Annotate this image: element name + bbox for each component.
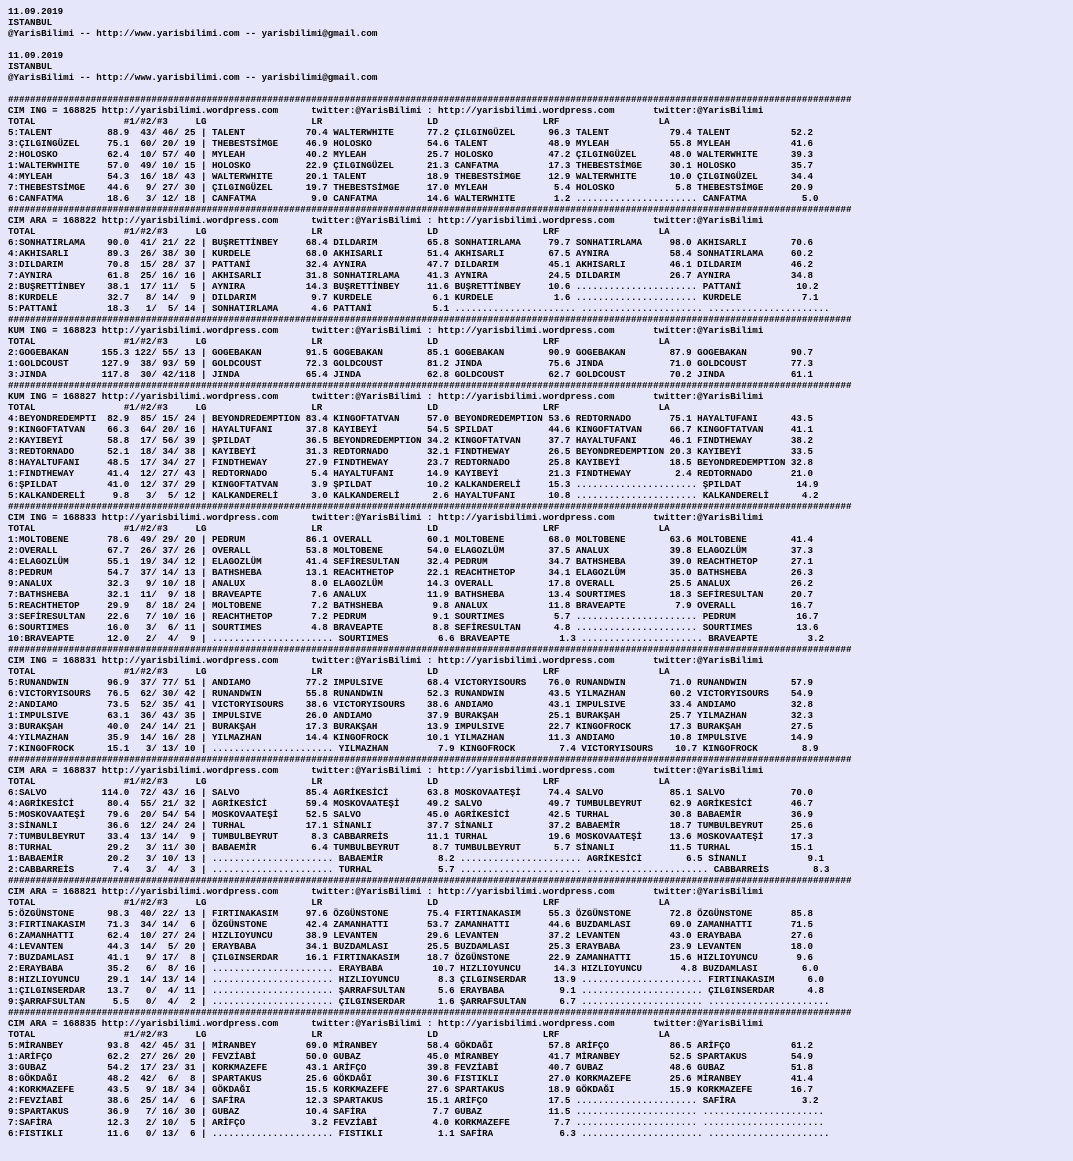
table-row: 4:AKHISARLI 89.3 26/ 38/ 30 | KURDELE 68.0 AKHISARLI 51.4 AKHISARLI 67.5 AYNIRA 58.4 SONHATIRLAMA 60.2 [8, 248, 813, 259]
table-row: 3:DILDARIM 70.8 15/ 28/ 37 | PATTANİ 32.4 AYNIRA 47.7 DILDARIM 45.1 AKHISARLI 46.1 DILDARIM 46.2 [8, 259, 813, 270]
table-row: 1:ÇILGINSERDAR 13.7 0/ 4/ 11 | ...................... ŞARRAFSULTAN 5.6 ERAYBABA 9.1 ...................... ÇILGINSERDAR 4.8 [8, 985, 824, 996]
table-row: 9:KINGOFTATVAN 66.3 64/ 20/ 16 | HAYALTUFANI 37.8 KAYIBEYİ 54.5 SPILDAT 44.6 KINGOFTATVAN 66.7 KINGOFTATVAN 41.1 [8, 424, 813, 435]
section-separator: ######################################################################################################################################################### [8, 644, 852, 655]
table-row: 9:ANALUX 32.3 9/ 10/ 18 | ANALUX 8.0 ELAGOZLÜM 14.3 OVERALL 17.8 OVERALL 25.5 ANALUX 26.2 [8, 578, 813, 589]
table-row: 4:BEYONDREDEMPTI 82.9 85/ 15/ 24 | BEYONDREDEMPTION 83.4 KINGOFTATVAN 57.0 BEYONDREDEMPTION 53.6 REDTORNADO 75.1 HAYALTUFANI 43.5 [8, 413, 813, 424]
column-header: TOTAL #1/#2/#3 LG LR LD LRF LA [8, 402, 670, 413]
table-row: 5:PATTANİ 18.3 1/ 5/ 14 | SONHATIRLAMA 4.6 PATTANİ 5.1 ...................... ...................... ...................... [8, 303, 830, 314]
race-title: CIM ARA = 168835 http://yarisbilimi.wordpress.com twitter:@YarisBilimi : http://yarisbilimi.wordpress.com twitter:@YarisBilimi [8, 1018, 764, 1029]
section-separator: ######################################################################################################################################################### [8, 754, 852, 765]
table-row: 1:BABAEMİR 20.2 3/ 10/ 13 | ...................... BABAEMİR 8.2 ...................... AGRİKESİCİ 6.5 SİNANLI 9.1 [8, 853, 824, 864]
table-row: 3:ÇILGINGÜZEL 75.1 60/ 20/ 19 | THEBESTSİMGE 46.9 HOLOSKO 54.6 TALENT 48.9 MYLEAH 55.8 MYLEAH 41.6 [8, 138, 813, 149]
table-row: 1:ARİFÇO 62.2 27/ 26/ 20 | FEVZİABİ 50.0 GUBAZ 45.0 MİRANBEY 41.7 MİRANBEY 52.5 SPARTAKUS 54.9 [8, 1051, 813, 1062]
race-title: CIM ARA = 168822 http://yarisbilimi.wordpress.com twitter:@YarisBilimi : http://yarisbilimi.wordpress.com twitter:@YarisBilimi [8, 215, 764, 226]
table-row: 2:KAYIBEYİ 58.8 17/ 56/ 39 | ŞPILDAT 36.5 BEYONDREDEMPTION 34.2 KINGOFTATVAN 37.7 HAYALTUFANI 46.1 FINDTHEWAY 38.2 [8, 435, 813, 446]
race-title: KUM ING = 168823 http://yarisbilimi.wordpress.com twitter:@YarisBilimi : http://yarisbilimi.wordpress.com twitter:@YarisBilimi [8, 325, 764, 336]
table-row: 5:MİRANBEY 93.8 42/ 45/ 31 | MİRANBEY 69.0 MİRANBEY 58.4 GÖKDAĞI 57.8 ARİFÇO 86.5 ARİFÇO 61.2 [8, 1040, 813, 1051]
column-header: TOTAL #1/#2/#3 LG LR LD LRF LA [8, 523, 670, 534]
race-title: CIM ARA = 168821 http://yarisbilimi.wordpress.com twitter:@YarisBilimi : http://yarisbilimi.wordpress.com twitter:@YarisBilimi [8, 886, 764, 897]
table-row: 5:ÖZGÜNSTONE 98.3 40/ 22/ 13 | FIRTINAKASIM 97.6 ÖZGÜNSTONE 75.4 FIRTINAKASIM 55.3 ÖZGÜNSTONE 72.8 ÖZGÜNSTONE 85.8 [8, 908, 813, 919]
table-row: 3:SEFİRESULTAN 22.6 7/ 10/ 16 | REACHTHETOP 7.2 PEDRUM 9.1 SOURTIMES 5.7 ...................... PEDRUM 16.7 [8, 611, 819, 622]
table-row: 7:SAFİRA 12.3 2/ 10/ 5 | ARİFÇO 3.2 FEVZİABİ 4.0 KORKMAZEFE 7.7 ...................... ...................... [8, 1117, 824, 1128]
table-row: 6:SONHATIRLAMA 90.0 41/ 21/ 22 | BUŞRETTİNBEY 68.4 DILDARIM 65.8 SONHATIRLAMA 79.7 SONHATIRLAMA 98.0 AKHISARLI 70.6 [8, 237, 813, 248]
table-row: 2:OVERALL 67.7 26/ 37/ 26 | OVERALL 53.8 MOLTOBENE 54.0 ELAGOZLÜM 37.5 ANALUX 39.8 ELAGOZLÜM 37.3 [8, 545, 813, 556]
table-row: 3:SİNANLI 36.6 12/ 24/ 24 | TURHAL 17.1 SİNANLI 37.7 SİNANLI 37.2 BABAEMİR 18.7 TUMBULBEYRUT 25.6 [8, 820, 813, 831]
table-row: 1:GOLDCOUST 127.9 38/ 93/ 59 | GOLDCOUST 72.3 GOLDCOUST 81.2 JINDA 75.6 JINDA 71.0 GOLDCOUST 77.3 [8, 358, 813, 369]
table-row: 4:AGRİKESİCİ 80.4 55/ 21/ 32 | AGRİKESİCİ 59.4 MOSKOVAATEŞİ 49.2 SALVO 49.7 TUMBULBEYRUT 62.9 AGRİKESİCİ 46.7 [8, 798, 813, 809]
section-separator: ######################################################################################################################################################### [8, 204, 852, 215]
table-row: 2:ERAYBABA 35.2 6/ 8/ 16 | ...................... ERAYBABA 10.7 HIZLIOYUNCU 14.3 HIZLIOYUNCU 4.8 BUZDAMLASI 6.0 [8, 963, 819, 974]
table-row: 6:FISTIKLI 11.6 0/ 13/ 6 | ...................... FISTIKLI 1.1 SAFİRA 6.3 ...................... ...................... [8, 1128, 830, 1139]
column-header: TOTAL #1/#2/#3 LG LR LD LRF LA [8, 336, 670, 347]
column-header: TOTAL #1/#2/#3 LG LR LD LRF LA [8, 116, 670, 127]
table-row: 8:GÖKDAĞI 48.2 42/ 6/ 8 | SPARTAKUS 25.6 GÖKDAĞI 30.6 FISTIKLI 27.0 KORKMAZEFE 25.6 MİRANBEY 41.4 [8, 1073, 813, 1084]
table-row: 1:MOLTOBENE 78.6 49/ 29/ 20 | PEDRUM 86.1 OVERALL 60.1 MOLTOBENE 68.0 MOLTOBENE 63.6 MOLTOBENE 41.4 [8, 534, 813, 545]
table-row: 8:PEDRUM 54.7 37/ 14/ 13 | BATHSHEBA 13.1 REACHTHETOP 22.1 REACHTHETOP 34.1 ELAGOZLÜM 35.0 BATHSHEBA 26.3 [8, 567, 813, 578]
table-row: 3:GUBAZ 54.2 17/ 23/ 31 | KORKMAZEFE 43.1 ARİFÇO 39.8 FEVZİABİ 40.7 GUBAZ 48.6 GUBAZ 51.8 [8, 1062, 813, 1073]
table-row: 8:HIZLIOYUNCU 29.1 14/ 13/ 14 | ...................... HIZLIOYUNCU 8.3 ÇILGINSERDAR 13.9 ...................... FIRTINAKASIM 6.0 [8, 974, 824, 985]
table-row: 2:ANDIAMO 73.5 52/ 35/ 41 | VICTORYISOURS 38.6 VICTORYISOURS 38.6 ANDIAMO 43.1 IMPULSIVE 33.4 ANDIAMO 32.8 [8, 699, 813, 710]
table-row: 5:TALENT 88.9 43/ 46/ 25 | TALENT 70.4 WALTERWHITE 77.2 ÇILGINGÜZEL 96.3 TALENT 79.4 TALENT 52.2 [8, 127, 813, 138]
table-row: 4:MYLEAH 54.3 16/ 18/ 43 | WALTERWHITE 20.1 TALENT 18.9 THEBESTSİMGE 12.9 WALTERWHITE 10.0 ÇILGINGÜZEL 34.4 [8, 171, 813, 182]
table-row: 9:SPARTAKUS 36.9 7/ 16/ 30 | GUBAZ 10.4 SAFİRA 7.7 GUBAZ 11.5 ...................... ...................... [8, 1106, 824, 1117]
header-contact: @YarisBilimi -- http://www.yarisbilimi.com -- yarisbilimi@gmail.com [8, 28, 378, 39]
table-row: 3:BURAKŞAH 40.0 24/ 14/ 21 | BURAKŞAH 17.3 BURAKŞAH 13.9 IMPULSIVE 22.7 KINGOFROCK 17.3 BURAKŞAH 27.5 [8, 721, 813, 732]
section-separator: ######################################################################################################################################################### [8, 314, 852, 325]
table-row: 7:KINGOFROCK 15.1 3/ 13/ 10 | ...................... YILMAZHAN 7.9 KINGOFROCK 7.4 VICTORYISOURS 10.7 KINGOFROCK 8.9 [8, 743, 819, 754]
blank-line [8, 39, 1073, 50]
table-row: 6:ZAMANHATTI 62.4 10/ 27/ 24 | HIZLIOYUNCU 38.9 LEVANTEN 29.6 LEVANTEN 37.2 LEVANTEN 43.0 ERAYBABA 27.6 [8, 930, 813, 941]
table-row: 6:VICTORYISOURS 76.5 62/ 30/ 42 | RUNANDWIN 55.8 RUNANDWIN 52.3 RUNANDWIN 43.5 YILMAZHAN 60.2 VICTORYISOURS 54.9 [8, 688, 813, 699]
table-row: 3:REDTORNADO 52.1 18/ 34/ 38 | KAYIBEYİ 31.3 REDTORNADO 32.1 FINDTHEWAY 26.5 BEYONDREDEMPTION 20.3 KAYIBEYİ 33.5 [8, 446, 813, 457]
table-row: 7:BUZDAMLASI 41.1 9/ 17/ 8 | ÇILGINSERDAR 16.1 FIRTINAKASIM 18.7 ÖZGÜNSTONE 22.9 ZAMANHATTI 15.6 HIZLIOYUNCU 9.6 [8, 952, 813, 963]
column-header: TOTAL #1/#2/#3 LG LR LD LRF LA [8, 897, 670, 908]
race-title: CIM ING = 168825 http://yarisbilimi.wordpress.com twitter:@YarisBilimi : http://yarisbilimi.wordpress.com twitter:@YarisBilimi [8, 105, 764, 116]
table-row: 2:HOLOSKO 62.4 10/ 57/ 40 | MYLEAH 40.2 MYLEAH 25.7 HOLOSKO 47.2 ÇILGINGÜZEL 48.0 WALTERWHITE 39.3 [8, 149, 813, 160]
table-row: 1:IMPULSIVE 63.1 36/ 43/ 35 | IMPULSIVE 26.0 ANDIAMO 37.9 BURAKŞAH 25.1 BURAKŞAH 25.7 YILMAZHAN 32.3 [8, 710, 813, 721]
header-city-repeat: ISTANBUL [8, 61, 53, 72]
table-row: 8:HAYALTUFANI 48.5 17/ 34/ 27 | FINDTHEWAY 27.9 FINDTHEWAY 23.7 REDTORNADO 25.8 KAYIBEYİ 18.5 BEYONDREDEMPTION 32.8 [8, 457, 813, 468]
table-row: 3:FIRTINAKASIM 71.3 34/ 14/ 6 | ÖZGÜNSTONE 42.4 ZAMANHATTI 53.7 ZAMANHATTI 44.6 BUZDAMLASI 69.0 ZAMANHATTI 71.5 [8, 919, 813, 930]
table-row: 5:MOSKOVAATEŞİ 79.6 20/ 54/ 54 | MOSKOVAATEŞİ 52.5 SALVO 45.0 AGRİKESİCİ 42.5 TURHAL 30.8 BABAEMİR 36.9 [8, 809, 813, 820]
table-row: 4:KORKMAZEFE 43.5 9/ 18/ 34 | GÖKDAĞI 15.5 KORKMAZEFE 27.6 SPARTAKUS 18.9 GÖKDAĞI 15.9 KORKMAZEFE 16.7 [8, 1084, 813, 1095]
table-row: 5:RUNANDWIN 96.9 37/ 77/ 51 | ANDIAMO 77.2 IMPULSIVE 68.4 VICTORYISOURS 76.0 RUNANDWIN 71.0 RUNANDWIN 57.9 [8, 677, 813, 688]
column-header: TOTAL #1/#2/#3 LG LR LD LRF LA [8, 226, 670, 237]
table-row: 6:SALVO 114.0 72/ 43/ 16 | SALVO 85.4 AGRİKESİCİ 63.8 MOSKOVAATEŞİ 74.4 SALVO 85.1 SALVO 70.0 [8, 787, 813, 798]
column-header: TOTAL #1/#2/#3 LG LR LD LRF LA [8, 1029, 670, 1040]
table-row: 1:WALTERWHITE 57.0 49/ 10/ 15 | HOLOSKO 22.9 ÇILGINGÜZEL 21.3 CANFATMA 17.3 THEBESTSİMGE 30.1 HOLOSKO 35.7 [8, 160, 813, 171]
table-row: 2:FEVZİABİ 38.6 25/ 14/ 6 | SAFİRA 12.3 SPARTAKUS 15.1 ARİFÇO 17.5 ...................... SAFİRA 3.2 [8, 1095, 819, 1106]
table-row: 3:JINDA 117.8 30/ 42/118 | JINDA 65.4 JINDA 62.8 GOLDCOUST 62.7 GOLDCOUST 70.2 JINDA 61.1 [8, 369, 813, 380]
race-title: CIM ARA = 168837 http://yarisbilimi.wordpress.com twitter:@YarisBilimi : http://yarisbilimi.wordpress.com twitter:@YarisBilimi [8, 765, 764, 776]
column-header: TOTAL #1/#2/#3 LG LR LD LRF LA [8, 776, 670, 787]
section-separator: ######################################################################################################################################################### [8, 94, 852, 105]
column-header: TOTAL #1/#2/#3 LG LR LD LRF LA [8, 666, 670, 677]
race-title: CIM ING = 168833 http://yarisbilimi.wordpress.com twitter:@YarisBilimi : http://yarisbilimi.wordpress.com twitter:@YarisBilimi [8, 512, 764, 523]
table-row: 4:YILMAZHAN 35.9 14/ 16/ 28 | YILMAZHAN 14.4 KINGOFROCK 10.1 YILMAZHAN 11.3 ANDIAMO 10.8 IMPULSIVE 14.9 [8, 732, 813, 743]
table-row: 9:ŞARRAFSULTAN 5.5 0/ 4/ 2 | ...................... ÇILGINSERDAR 1.6 ŞARRAFSULTAN 6.7 ...................... ...................... [8, 996, 830, 1007]
table-row: 2:GOGEBAKAN 155.3 122/ 55/ 13 | GOGEBAKAN 91.5 GOGEBAKAN 85.1 GOGEBAKAN 90.9 GOGEBAKAN 87.9 GOGEBAKAN 90.7 [8, 347, 813, 358]
race-tables [8, 94, 1073, 1139]
section-separator: ######################################################################################################################################################### [8, 875, 852, 886]
section-separator: ######################################################################################################################################################### [8, 1007, 852, 1018]
table-row: 4:LEVANTEN 44.3 14/ 5/ 20 | ERAYBABA 34.1 BUZDAMLASI 25.5 BUZDAMLASI 25.3 ERAYBABA 23.9 LEVANTEN 18.0 [8, 941, 813, 952]
table-row: 7:TUMBULBEYRUT 33.4 13/ 14/ 9 | TUMBULBEYRUT 8.3 CABBARREİS 11.1 TURHAL 19.6 MOSKOVAATEŞİ 13.6 MOSKOVAATEŞİ 17.3 [8, 831, 813, 842]
table-row: 7:BATHSHEBA 32.1 11/ 9/ 18 | BRAVEAPTE 7.6 ANALUX 11.9 BATHSHEBA 13.4 SOURTIMES 18.3 SEFİRESULTAN 20.7 [8, 589, 813, 600]
table-row: 10:BRAVEAPTE 12.0 2/ 4/ 9 | ...................... SOURTIMES 6.6 BRAVEAPTE 1.3 ...................... BRAVEAPTE 3.2 [8, 633, 824, 644]
header-city: ISTANBUL [8, 17, 53, 28]
blank-line [8, 83, 1073, 94]
table-row: 8:TURHAL 29.2 3/ 11/ 30 | BABAEMİR 6.4 TUMBULBEYRUT 8.7 TUMBULBEYRUT 5.7 SİNANLI 11.5 TURHAL 15.1 [8, 842, 813, 853]
table-row: 8:KURDELE 32.7 8/ 14/ 9 | DILDARIM 9.7 KURDELE 6.1 KURDELE 1.6 ...................... KURDELE 7.1 [8, 292, 819, 303]
race-title: KUM ING = 168827 http://yarisbilimi.wordpress.com twitter:@YarisBilimi : http://yarisbilimi.wordpress.com twitter:@YarisBilimi [8, 391, 764, 402]
header-contact-repeat: @YarisBilimi -- http://www.yarisbilimi.com -- yarisbilimi@gmail.com [8, 72, 378, 83]
section-separator: ######################################################################################################################################################### [8, 380, 852, 391]
table-row: 1:FINDTHEWAY 41.4 12/ 27/ 43 | REDTORNADO 5.4 HAYALTUFANI 14.9 KAYIBEYİ 21.3 FINDTHEWAY 2.4 REDTORNADO 21.0 [8, 468, 813, 479]
table-row: 7:THEBESTSİMGE 44.6 9/ 27/ 30 | ÇILGINGÜZEL 19.7 THEBESTSİMGE 17.0 MYLEAH 5.4 HOLOSKO 5.8 THEBESTSİMGE 20.9 [8, 182, 813, 193]
table-row: 6:ŞPILDAT 41.0 12/ 37/ 29 | KINGOFTATVAN 3.9 ŞPILDAT 10.2 KALKANDERELİ 15.3 ...................... ŞPILDAT 14.9 [8, 479, 819, 490]
race-title: CIM ING = 168831 http://yarisbilimi.wordpress.com twitter:@YarisBilimi : http://yarisbilimi.wordpress.com twitter:@YarisBilimi [8, 655, 764, 666]
header-date: 11.09.2019 [8, 6, 64, 17]
table-row: 5:KALKANDERELİ 9.8 3/ 5/ 12 | KALKANDERELİ 3.0 KALKANDERELİ 2.6 HAYALTUFANI 10.8 ...................... KALKANDERELİ 4.2 [8, 490, 819, 501]
table-row: 2:CABBARREİS 7.4 3/ 4/ 3 | ...................... TURHAL 5.7 ...................... ...................... CABBARREİS 8.3 [8, 864, 830, 875]
table-row: 4:ELAGOZLÜM 55.1 19/ 34/ 12 | ELAGOZLÜM 41.4 SEFİRESULTAN 32.4 PEDRUM 34.7 BATHSHEBA 39.0 REACHTHETOP 27.1 [8, 556, 813, 567]
table-row: 6:SOURTIMES 16.0 3/ 6/ 11 | SOURTIMES 4.8 BRAVEAPTE 8.8 SEFİRESULTAN 4.8 ...................... SOURTIMES 13.6 [8, 622, 819, 633]
table-row: 2:BUŞRETTİNBEY 38.1 17/ 11/ 5 | AYNIRA 14.3 BUŞRETTİNBEY 11.6 BUŞRETTİNBEY 10.6 ...................... PATTANİ 10.2 [8, 281, 819, 292]
header-date-repeat: 11.09.2019 [8, 50, 64, 61]
table-row: 6:CANFATMA 18.6 3/ 12/ 18 | CANFATMA 9.0 CANFATMA 14.6 WALTERWHITE 1.2 ...................... CANFATMA 5.0 [8, 193, 819, 204]
table-row: 7:AYNIRA 61.8 25/ 16/ 16 | AKHISARLI 31.8 SONHATIRLAMA 41.3 AYNIRA 24.5 DILDARIM 26.7 AYNIRA 34.8 [8, 270, 813, 281]
table-row: 5:REACHTHETOP 29.9 8/ 18/ 24 | MOLTOBENE 7.2 BATHSHEBA 9.8 ANALUX 11.8 BRAVEAPTE 7.9 OVERALL 16.7 [8, 600, 813, 611]
section-separator: ######################################################################################################################################################### [8, 501, 852, 512]
